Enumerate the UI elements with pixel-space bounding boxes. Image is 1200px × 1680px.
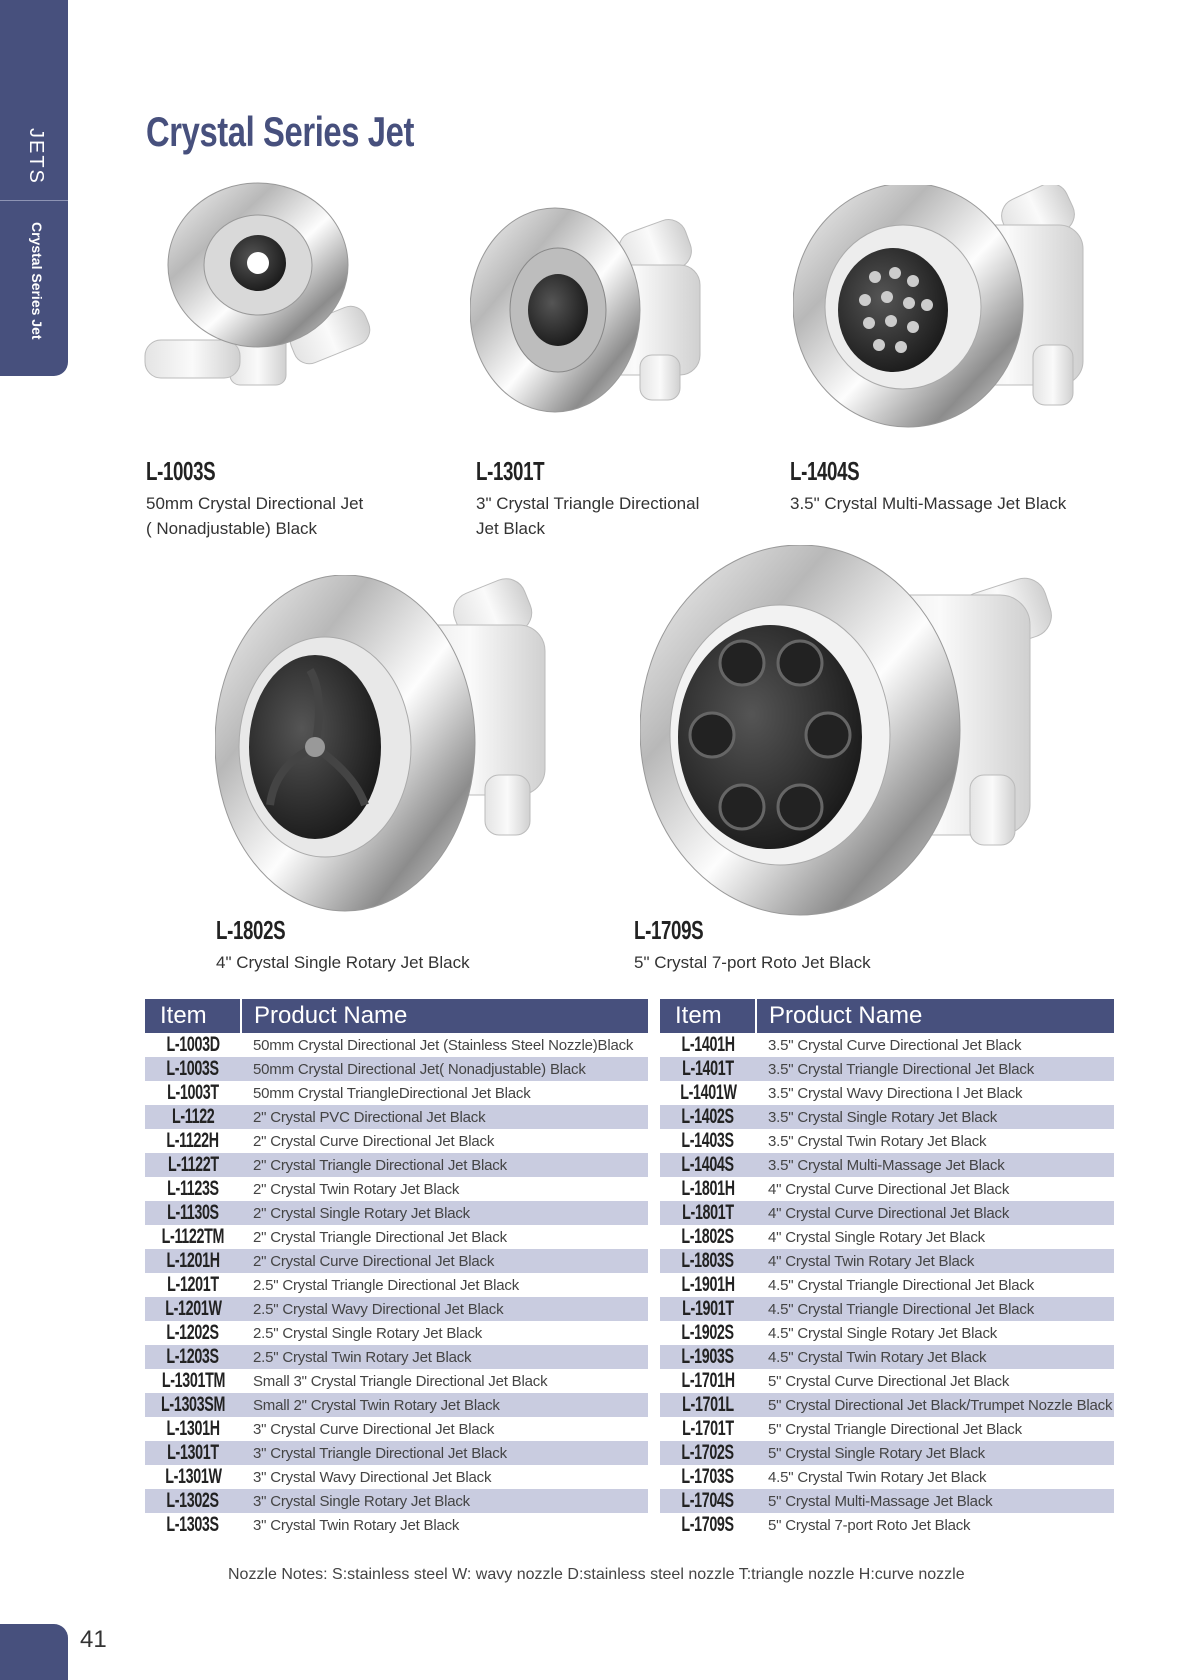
item-code: L-1303S — [166, 1513, 220, 1536]
table-row — [660, 1057, 1114, 1081]
item-code-cell — [145, 1393, 241, 1417]
item-code-cell — [660, 1393, 756, 1417]
product-name-cell: 3.5" Crystal Wavy Directiona l Jet Black — [768, 1084, 1023, 1102]
column-header-product-name: Product Name — [756, 999, 1114, 1033]
product-description: 5" Crystal 7-port Roto Jet Black — [634, 953, 871, 972]
item-code-cell — [660, 1465, 756, 1489]
table-row — [660, 1177, 1114, 1201]
product-name-cell: 2.5" Crystal Twin Rotary Jet Black — [241, 1345, 648, 1369]
product-name-cell: 2" Crystal Curve Directional Jet Black — [241, 1249, 648, 1273]
product-table-left — [145, 999, 648, 1537]
table-row — [145, 1489, 648, 1513]
table-row — [145, 1393, 648, 1417]
product-name-cell: 2" Crystal Triangle Directional Jet Black — [253, 1228, 507, 1246]
table-row — [145, 1129, 648, 1153]
product-description: 3.5" Crystal Multi-Massage Jet Black — [790, 494, 1067, 513]
item-code-cell — [660, 1369, 756, 1393]
item-code-cell — [145, 1513, 241, 1537]
item-code: L-1403S — [681, 1129, 735, 1152]
item-code-cell — [660, 1273, 756, 1297]
product-name-cell: 50mm Crystal Directional Jet (Stainless Steel Nozzle)Black — [253, 1036, 634, 1054]
table-row — [145, 1297, 648, 1321]
product-code: L-1301T — [476, 456, 545, 486]
item-code: L-1303SM — [161, 1393, 225, 1416]
product-name-cell: 4.5" Crystal Twin Rotary Jet Black — [768, 1468, 987, 1486]
item-code-cell — [660, 1321, 756, 1345]
item-code-cell — [660, 1081, 756, 1105]
table-row — [660, 1393, 1114, 1417]
table-row — [145, 1201, 648, 1225]
product-card-l-1003s — [146, 456, 416, 541]
product-description: 4" Crystal Single Rotary Jet Black — [216, 953, 470, 972]
table-row — [145, 1105, 648, 1129]
table-row — [660, 1201, 1114, 1225]
item-code-cell — [660, 1297, 756, 1321]
product-card-l-1709s — [634, 915, 964, 975]
table-row — [145, 1465, 648, 1489]
item-code-cell — [145, 1081, 241, 1105]
product-name-cell: 2.5" Crystal Wavy Directional Jet Black — [241, 1297, 648, 1321]
product-name-cell: 4.5" Crystal Twin Rotary Jet Black — [756, 1345, 1114, 1369]
product-name-cell: 3" Crystal Twin Rotary Jet Black — [253, 1516, 460, 1534]
table-row — [660, 1273, 1114, 1297]
table-row — [145, 1249, 648, 1273]
table-row — [660, 1129, 1114, 1153]
table-row — [660, 1081, 1114, 1105]
product-card-l-1802s — [216, 915, 546, 975]
item-code: L-1201W — [164, 1297, 222, 1320]
product-name-cell: 4.5" Crystal Triangle Directional Jet Black — [756, 1297, 1114, 1321]
table-row — [145, 1321, 648, 1345]
item-code: L-1709S — [681, 1513, 735, 1536]
item-code: L-1901T — [682, 1297, 734, 1320]
product-name-cell: 3.5" Crystal Triangle Directional Jet Black — [756, 1057, 1114, 1081]
page-number-tab — [0, 1624, 68, 1680]
item-code-cell — [145, 1225, 241, 1249]
product-name-cell: 2" Crystal Curve Directional Jet Black — [253, 1132, 495, 1150]
product-name-cell: 3" Crystal Wavy Directional Jet Black — [253, 1468, 492, 1486]
sidebar-subsection-label: Crystal Series Jet — [29, 222, 45, 340]
product-name-cell: 3.5" Crystal Curve Directional Jet Black — [768, 1036, 1022, 1054]
product-name-cell: 5" Crystal Multi-Massage Jet Black — [756, 1489, 1114, 1513]
product-code: L-1404S — [790, 456, 860, 486]
item-code-cell — [660, 1513, 756, 1537]
item-code: L-1301TM — [161, 1369, 225, 1392]
table-row — [660, 1513, 1114, 1537]
column-header-item: Item — [145, 999, 241, 1033]
product-image-l-1301t — [470, 205, 720, 420]
item-code: L-1903S — [681, 1345, 735, 1368]
item-code: L-1701T — [682, 1417, 734, 1440]
table-row — [660, 1225, 1114, 1249]
item-code-cell — [660, 1057, 756, 1081]
item-code-cell — [660, 1489, 756, 1513]
item-code: L-1404S — [681, 1153, 735, 1176]
product-name-cell: 4.5" Crystal Single Rotary Jet Black — [768, 1324, 998, 1342]
table-row — [145, 1513, 648, 1537]
item-code-cell — [145, 1417, 241, 1441]
product-code: L-1709S — [634, 915, 704, 945]
product-description: 3" Crystal Triangle Directional Jet Black — [476, 494, 700, 538]
item-code-cell — [660, 1105, 756, 1129]
product-name-cell: Small 3" Crystal Triangle Directional Jet Black — [253, 1372, 548, 1390]
item-code-cell — [660, 1345, 756, 1369]
table-row — [660, 1321, 1114, 1345]
product-name-cell: 2" Crystal Single Rotary Jet Black — [241, 1201, 648, 1225]
product-name-cell: 2.5" Crystal Triangle Directional Jet Black — [253, 1276, 519, 1294]
product-name-cell: 5" Crystal Directional Jet Black/Trumpet Nozzle Black — [756, 1393, 1114, 1417]
product-name-cell: 3" Crystal Single Rotary Jet Black — [241, 1489, 648, 1513]
item-code: L-1701H — [681, 1369, 735, 1392]
product-name-cell: 3" Crystal Triangle Directional Jet Black — [241, 1441, 648, 1465]
product-name-cell: 3.5" Crystal Single Rotary Jet Black — [756, 1105, 1114, 1129]
item-code-cell — [145, 1201, 241, 1225]
item-code-cell — [145, 1249, 241, 1273]
table-row — [145, 1081, 648, 1105]
item-code: L-1801H — [681, 1177, 735, 1200]
item-code: L-1003S — [166, 1057, 220, 1080]
item-code: L-1122T — [167, 1153, 219, 1176]
table-row — [660, 1153, 1114, 1177]
table-row — [660, 1297, 1114, 1321]
table-row — [145, 1057, 648, 1081]
product-description: 50mm Crystal Directional Jet ( Nonadjustable) Black — [146, 494, 364, 538]
table-row — [660, 1345, 1114, 1369]
item-code-cell — [145, 1297, 241, 1321]
table-row — [660, 1249, 1114, 1273]
table-row — [660, 1369, 1114, 1393]
nozzle-notes: Nozzle Notes: S:stainless steel W: wavy nozzle D:stainless steel nozzle T:triangle nozzle H:curve nozzle — [228, 1566, 965, 1583]
item-code-cell — [660, 1249, 756, 1273]
product-code: L-1802S — [216, 915, 286, 945]
item-code: L-1901H — [681, 1273, 735, 1296]
product-name-cell: 4" Crystal Curve Directional Jet Black — [756, 1201, 1114, 1225]
column-header-item: Item — [660, 999, 756, 1033]
item-code-cell — [145, 1033, 241, 1057]
item-code: L-1401W — [679, 1081, 737, 1104]
sidebar-divider — [0, 200, 68, 201]
product-name-cell: 4" Crystal Twin Rotary Jet Black — [756, 1249, 1114, 1273]
product-name-cell: 4" Crystal Curve Directional Jet Black — [768, 1180, 1010, 1198]
table-row — [145, 1369, 648, 1393]
item-code: L-1803S — [681, 1249, 735, 1272]
product-name-cell: 3.5" Crystal Multi-Massage Jet Black — [756, 1153, 1114, 1177]
item-code-cell — [660, 1177, 756, 1201]
product-code: L-1003S — [146, 456, 216, 486]
item-code: L-1003T — [167, 1081, 219, 1104]
sidebar-section-label: JETS — [25, 128, 47, 185]
page-title: Crystal Series Jet — [146, 108, 414, 155]
item-code-cell — [660, 1417, 756, 1441]
item-code-cell — [145, 1321, 241, 1345]
table-row — [145, 1153, 648, 1177]
item-code-cell — [145, 1489, 241, 1513]
product-name-cell: 4.5" Crystal Triangle Directional Jet Black — [768, 1276, 1034, 1294]
item-code: L-1802S — [681, 1225, 735, 1248]
product-card-l-1301t — [476, 456, 746, 541]
item-code: L-1201H — [166, 1249, 220, 1272]
item-code-cell — [660, 1153, 756, 1177]
product-name-cell: 2" Crystal PVC Directional Jet Black — [241, 1105, 648, 1129]
item-code: L-1703S — [681, 1465, 735, 1488]
product-name-cell: 5" Crystal Curve Directional Jet Black — [768, 1372, 1010, 1390]
table-row — [145, 1033, 648, 1057]
item-code: L-1122 — [171, 1105, 215, 1128]
item-code-cell — [145, 1465, 241, 1489]
item-code-cell — [660, 1033, 756, 1057]
item-code-cell — [660, 1441, 756, 1465]
item-code: L-1122H — [166, 1129, 220, 1152]
item-code-cell — [145, 1177, 241, 1201]
item-code-cell — [145, 1273, 241, 1297]
table-row — [145, 1225, 648, 1249]
item-code-cell — [660, 1225, 756, 1249]
table-row — [660, 1033, 1114, 1057]
product-image-l-1709s — [640, 545, 1080, 925]
table-row — [660, 1465, 1114, 1489]
product-name-cell: 50mm Crystal TriangleDirectional Jet Black — [253, 1084, 531, 1102]
item-code: L-1202S — [166, 1321, 220, 1344]
item-code-cell — [145, 1369, 241, 1393]
product-name-cell: 5" Crystal 7-port Roto Jet Black — [768, 1516, 971, 1534]
column-header-product-name: Product Name — [241, 999, 648, 1033]
product-image-l-1404s — [793, 185, 1113, 445]
product-name-cell: 2" Crystal Triangle Directional Jet Black — [241, 1153, 648, 1177]
product-name-cell: 3.5" Crystal Twin Rotary Jet Black — [768, 1132, 987, 1150]
product-name-cell: 3" Crystal Curve Directional Jet Black — [253, 1420, 495, 1438]
item-code: L-1401T — [682, 1057, 734, 1080]
table-row — [145, 1441, 648, 1465]
product-image-l-1003s — [140, 175, 380, 410]
item-code: L-1003D — [166, 1033, 220, 1056]
item-code: L-1402S — [681, 1105, 735, 1128]
table-row — [145, 1345, 648, 1369]
table-row — [145, 1273, 648, 1297]
item-code: L-1801T — [682, 1201, 734, 1224]
item-code: L-1301T — [167, 1441, 219, 1464]
product-name-cell: 50mm Crystal Directional Jet( Nonadjustable) Black — [241, 1057, 648, 1081]
product-name-cell: 2.5" Crystal Single Rotary Jet Black — [253, 1324, 483, 1342]
item-code: L-1122TM — [161, 1225, 225, 1248]
table-row — [145, 1417, 648, 1441]
product-name-cell: 5" Crystal Single Rotary Jet Black — [756, 1441, 1114, 1465]
table-row — [660, 1105, 1114, 1129]
table-row — [660, 1441, 1114, 1465]
table-row — [660, 1417, 1114, 1441]
item-code: L-1701L — [682, 1393, 734, 1416]
table-row — [660, 1489, 1114, 1513]
item-code: L-1401H — [681, 1033, 735, 1056]
item-code-cell — [660, 1201, 756, 1225]
item-code: L-1302S — [166, 1489, 220, 1512]
item-code-cell — [145, 1105, 241, 1129]
product-name-cell: 5" Crystal Triangle Directional Jet Black — [768, 1420, 1022, 1438]
product-name-cell: Small 2" Crystal Twin Rotary Jet Black — [241, 1393, 648, 1417]
item-code-cell — [145, 1057, 241, 1081]
item-code-cell — [145, 1441, 241, 1465]
item-code: L-1301W — [164, 1465, 222, 1488]
page-number: 41 — [80, 1626, 107, 1653]
item-code: L-1130S — [167, 1201, 219, 1224]
item-code: L-1301H — [166, 1417, 220, 1440]
item-code-cell — [145, 1129, 241, 1153]
product-name-cell: 2" Crystal Twin Rotary Jet Black — [253, 1180, 460, 1198]
item-code: L-1702S — [681, 1441, 735, 1464]
item-code: L-1123S — [167, 1177, 219, 1200]
product-table-right — [660, 999, 1114, 1537]
item-code-cell — [145, 1345, 241, 1369]
item-code-cell — [660, 1129, 756, 1153]
item-code: L-1704S — [681, 1489, 735, 1512]
product-card-l-1404s — [790, 456, 1110, 516]
table-row — [145, 1177, 648, 1201]
item-code-cell — [145, 1153, 241, 1177]
item-code: L-1902S — [681, 1321, 735, 1344]
product-name-cell: 4" Crystal Single Rotary Jet Black — [768, 1228, 985, 1246]
product-image-l-1802s — [215, 575, 560, 915]
item-code: L-1201T — [167, 1273, 219, 1296]
item-code: L-1203S — [166, 1345, 220, 1368]
